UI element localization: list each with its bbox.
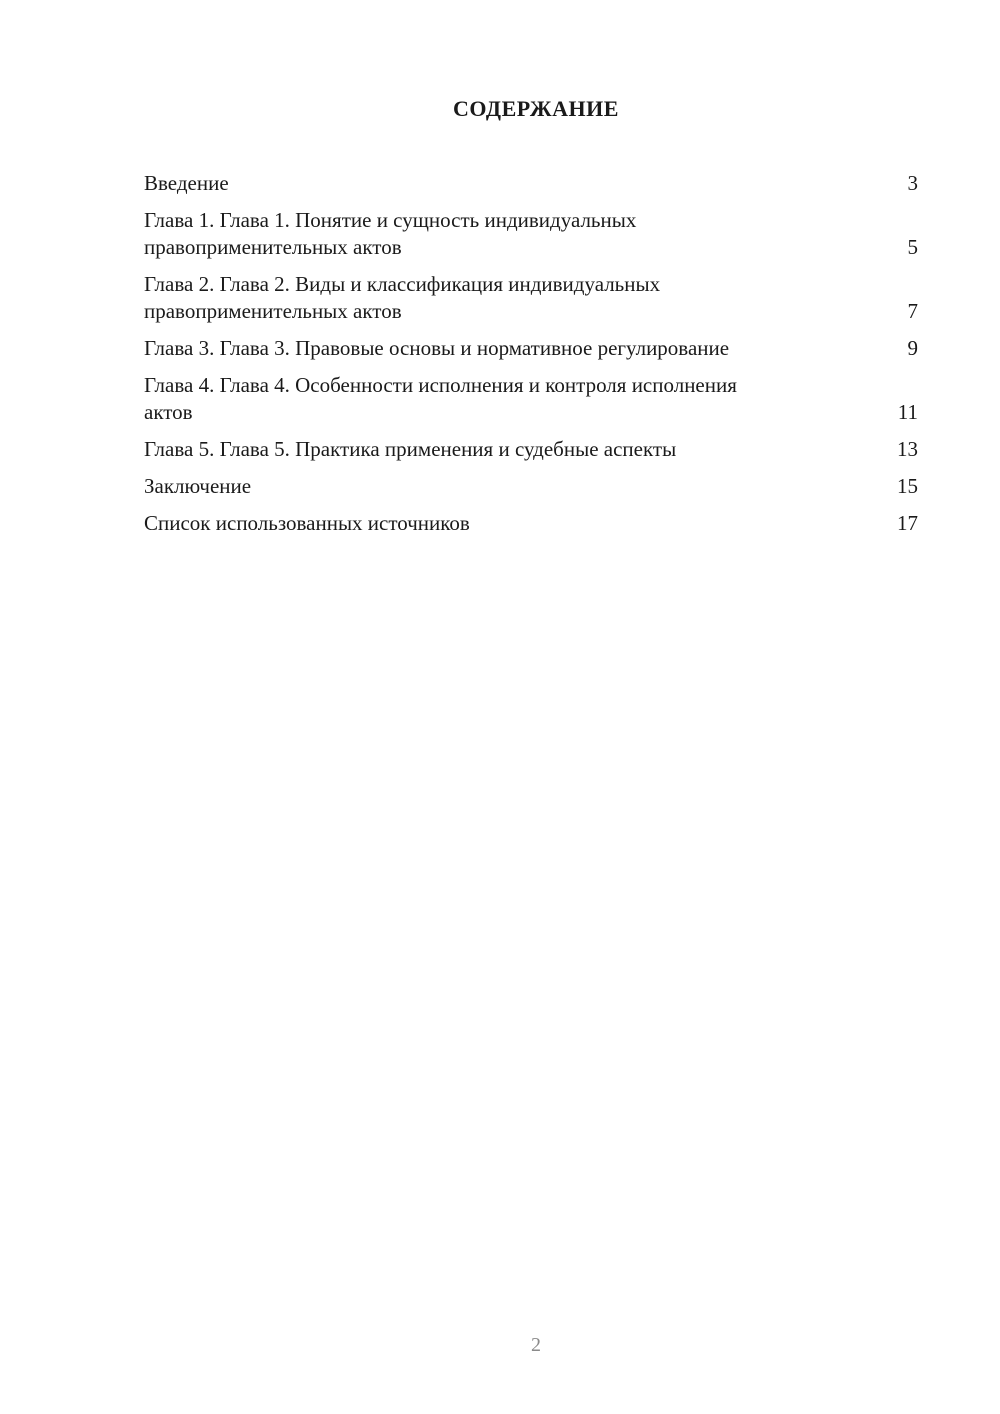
toc-entry-chapter-4: [144, 372, 918, 426]
toc-entry-references: [144, 510, 918, 537]
toc-entry-page-number: 15: [897, 474, 918, 498]
toc-entry-page-number: 11: [897, 400, 918, 424]
toc-entry-page-number: 3: [907, 171, 918, 195]
toc-entry-page-number: 7: [907, 299, 918, 323]
toc-entry-text: Заключение: [144, 474, 252, 498]
toc-entry-chapter-3: [144, 335, 918, 362]
toc-entry-text: Список использованных источников: [144, 511, 470, 535]
toc-entry-text: Глава 5. Глава 5. Практика применения и судебные аспекты: [144, 437, 677, 461]
toc-entry-text: Глава 2. Глава 2. Виды и классификация индивидуальных правоприменительных актов: [144, 272, 661, 323]
toc-entry-page-number: 5: [907, 235, 918, 259]
toc-entry-conclusion: [144, 473, 918, 500]
toc-entry-chapter-2: [144, 271, 918, 325]
toc-entry-chapter-5: [144, 436, 918, 463]
toc-entry-text: Глава 4. Глава 4. Особенности исполнения и контроля исполнения актов: [144, 373, 737, 424]
toc-entry-page-number: 9: [907, 336, 918, 360]
toc-entry-text: Глава 1. Глава 1. Понятие и сущность индивидуальных правоприменительных актов: [144, 208, 637, 259]
toc-entry-introduction: [144, 170, 918, 197]
toc-entry-page-number: 13: [897, 437, 918, 461]
toc-entry-text: Глава 3. Глава 3. Правовые основы и нормативное регулирование: [144, 336, 730, 360]
toc-title: СОДЕРЖАНИЕ: [453, 96, 619, 121]
page-number: 2: [531, 1334, 541, 1356]
toc-entry-chapter-1: [144, 207, 918, 261]
toc-entry-text: Введение: [144, 171, 229, 195]
table-of-contents: [144, 170, 918, 547]
toc-entry-page-number: 17: [897, 511, 918, 535]
